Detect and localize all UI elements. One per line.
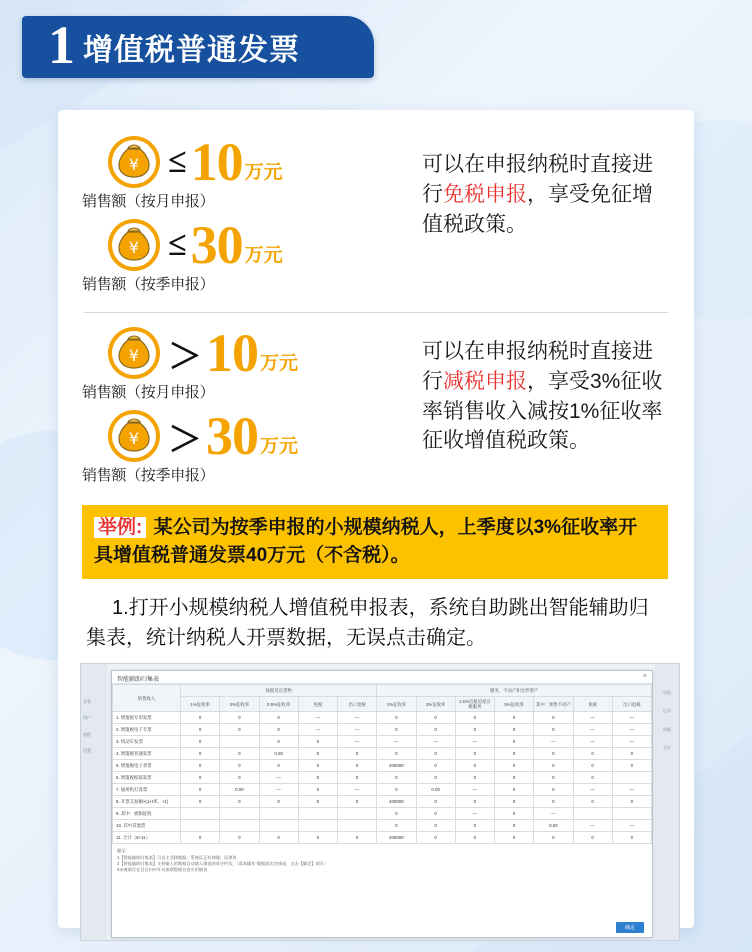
col-header: 3%征收率 (416, 697, 455, 712)
cell: — (573, 712, 612, 724)
table-row (113, 736, 652, 748)
cell: 0 (220, 796, 259, 808)
rule-text-highlight: 减税申报 (443, 369, 527, 393)
cell: 400000 (377, 760, 416, 772)
step-number: 1. (112, 597, 129, 620)
cell: 0 (416, 724, 455, 736)
cell (181, 808, 220, 820)
cell: 0.00 (259, 748, 298, 760)
cell: 0 (259, 832, 298, 844)
cell: 0 (181, 760, 220, 772)
cell (220, 820, 259, 832)
col-header: 0.5%征收率 (259, 697, 298, 712)
content-card (58, 110, 694, 932)
table-row (113, 772, 652, 784)
cell: 0 (338, 760, 377, 772)
cell (298, 808, 337, 820)
cell: 0 (220, 712, 259, 724)
cell: 0 (298, 784, 337, 796)
money-bag-icon (106, 217, 162, 273)
cell: 0 (377, 784, 416, 796)
row-label: 11. 合计（6+11） (113, 832, 181, 844)
cell: 0 (534, 712, 573, 724)
cell: 0 (416, 832, 455, 844)
cell: — (259, 784, 298, 796)
cell: 0 (377, 748, 416, 760)
cell: — (338, 724, 377, 736)
note-line: 2【智能辅助归集表】支持输入的数据自动填入填表的对应栏次，（需本操作·数据前次完成成，点击【确定】即可） (117, 860, 329, 866)
money-bag-icon (106, 408, 162, 464)
cell: 0 (495, 760, 534, 772)
collection-table (112, 684, 652, 844)
table-row (113, 724, 652, 736)
example-text: 某公司为按季申报的小规模纳税人，上季度以3%征收率开具增值税普通发票40万元（不含税）。 (94, 517, 638, 566)
section-number: 1 (48, 15, 75, 75)
confirm-button[interactable]: 确定 (616, 922, 644, 933)
table-row (113, 832, 652, 844)
cell: — (573, 736, 612, 748)
amount-caption: 销售额（按季申报） (82, 467, 215, 484)
cell: 0 (416, 772, 455, 784)
cell: — (455, 784, 494, 796)
money-bag-icon (106, 325, 162, 381)
cell: 0 (416, 820, 455, 832)
cell: 0 (455, 724, 494, 736)
amount-unit: 万元 (260, 353, 299, 374)
cell: — (338, 712, 377, 724)
amount-value: 30 (190, 215, 243, 275)
cell: — (298, 724, 337, 736)
cell: — (338, 736, 377, 748)
divider (84, 312, 668, 313)
rule-text-before: 可以在申报纳税时直接进行 (422, 153, 653, 206)
cell: 0 (534, 796, 573, 808)
cell: 0 (612, 760, 651, 772)
col-group-goods: 按税反应货物 (181, 685, 377, 697)
cell: 0 (455, 820, 494, 832)
cell (338, 808, 377, 820)
step-body: 打开小规模纳税人增值税申报表，系统自助跳出智能辅助归集表，统计纳税人开票数据，无误点击确定。 (86, 597, 649, 650)
cell: 0 (534, 724, 573, 736)
note-line: 提示： (117, 848, 130, 854)
cell: 0 (259, 796, 298, 808)
comparator: ≤ (168, 226, 187, 263)
table-header-row (113, 697, 652, 712)
cell: — (534, 736, 573, 748)
dialog-notes (112, 844, 652, 873)
cell: 0 (298, 832, 337, 844)
cell: 0 (181, 712, 220, 724)
cell: 0 (338, 748, 377, 760)
example-tag: 举例: (94, 517, 146, 538)
cell: 0 (495, 820, 534, 832)
row-label: 6. 增值税纸质发票 (113, 772, 181, 784)
cell: 0 (181, 784, 220, 796)
col-header: 出口退税 (338, 697, 377, 712)
cell: 0 (220, 748, 259, 760)
bg-left-label: 设置 (83, 748, 91, 754)
cell: — (612, 712, 651, 724)
row-label: 5. 增值税电子普票 (113, 760, 181, 772)
amount-unit: 万元 (244, 162, 283, 183)
svg-text:¥: ¥ (128, 429, 140, 448)
cell: 0 (377, 820, 416, 832)
cell: 0 (495, 724, 534, 736)
background-left-panel (81, 664, 107, 940)
cell: 0 (181, 796, 220, 808)
cell: 0 (455, 772, 494, 784)
cell: 0 (573, 832, 612, 844)
row-label: 1. 增值税专用发票 (113, 712, 181, 724)
rule-text-after: ，享受3%征收率销售收入减按1%征收率征收增值税政策。 (422, 369, 663, 453)
cell: 0 (338, 772, 377, 784)
cell: 0 (338, 796, 377, 808)
table-row (113, 712, 652, 724)
cell (220, 736, 259, 748)
rule-amounts-reduced (80, 319, 410, 491)
cell: 0 (259, 724, 298, 736)
amount-line (80, 325, 410, 381)
cell: — (573, 724, 612, 736)
comparator: ＞ (168, 421, 202, 459)
rule-block-exempt (80, 128, 672, 300)
cell: 0 (573, 748, 612, 760)
rule-amounts-exempt (80, 128, 410, 300)
cell: 400000 (377, 796, 416, 808)
cell: — (612, 724, 651, 736)
cell (612, 772, 651, 784)
rule-description-reduced (410, 319, 672, 456)
cell: — (573, 820, 612, 832)
col-header: 出口退税 (612, 697, 651, 712)
table-row (113, 748, 652, 760)
cell (259, 820, 298, 832)
rule-description-exempt (410, 128, 672, 239)
cell: 0 (377, 772, 416, 784)
cell: 0 (181, 748, 220, 760)
cell: 0 (534, 784, 573, 796)
screenshot-preview (80, 663, 680, 941)
amount-caption: 销售额（按月申报） (82, 384, 215, 401)
cell: 0 (455, 760, 494, 772)
cell: 0 (612, 832, 651, 844)
col-header: 免税 (298, 697, 337, 712)
cell (259, 808, 298, 820)
cell: 0 (495, 772, 534, 784)
cell: 0 (416, 712, 455, 724)
cell: 0 (181, 832, 220, 844)
cell: 0 (259, 712, 298, 724)
cell: 400000 (377, 832, 416, 844)
cell: — (455, 736, 494, 748)
money-bag-icon (106, 134, 162, 190)
amount-value: 10 (206, 323, 258, 383)
cell: 0 (455, 712, 494, 724)
amount-line (80, 217, 410, 273)
page-title: 增值税普通发票 (83, 34, 300, 67)
cell (181, 820, 220, 832)
cell: — (612, 736, 651, 748)
cell: 0 (377, 712, 416, 724)
cell: 0 (338, 832, 377, 844)
col-header: 其中：预售不动产 (534, 697, 573, 712)
table-group-header-row (113, 685, 652, 697)
cell: 0 (612, 748, 651, 760)
cell: — (259, 772, 298, 784)
cell: 0 (455, 832, 494, 844)
cell (612, 808, 651, 820)
cell: 0 (416, 796, 455, 808)
cell: 0 (495, 796, 534, 808)
cell: 0 (377, 724, 416, 736)
bg-right-label: 合计 (663, 745, 671, 751)
row-label: 7. 通用机打发票 (113, 784, 181, 796)
cell: 0.00 (534, 820, 573, 832)
cell: 0 (298, 796, 337, 808)
cell: 0 (534, 760, 573, 772)
cell (573, 808, 612, 820)
background-right-panel (655, 664, 679, 940)
table-row (113, 820, 652, 832)
cell: — (416, 736, 455, 748)
bg-right-label: 明细 (663, 726, 671, 732)
cell: 0 (573, 772, 612, 784)
bg-left-label: 流程 (83, 731, 91, 737)
bg-left-label: 业务 (83, 699, 91, 705)
cell (338, 820, 377, 832)
cell: 0 (181, 736, 220, 748)
cell: 0 (534, 832, 573, 844)
row-label: 2. 增值税电子专票 (113, 724, 181, 736)
col-header: 1%征收率 (377, 697, 416, 712)
cell: 0.00 (220, 784, 259, 796)
amount-line (80, 408, 410, 464)
close-icon[interactable]: × (642, 673, 647, 681)
note-line: 1【智能辅助归集表】可自主活移数据，系统反正有伸理，仅供用 (117, 854, 237, 860)
cell: — (612, 784, 651, 796)
amount-value: 10 (190, 132, 243, 192)
amount-caption: 销售额（按月申报） (82, 193, 215, 210)
comparator: ≤ (168, 143, 187, 180)
cell: 0 (259, 736, 298, 748)
cell: 0 (259, 760, 298, 772)
cell: — (612, 820, 651, 832)
table-row (113, 808, 652, 820)
table-row (113, 784, 652, 796)
dialog-titlebar (112, 671, 652, 684)
col-header: 免税 (573, 697, 612, 712)
cell: — (377, 736, 416, 748)
amount-unit: 万元 (244, 245, 283, 266)
cell: 0 (220, 832, 259, 844)
cell: 0 (612, 796, 651, 808)
cell: 0 (534, 772, 573, 784)
col-header: 5%征收率 (495, 697, 534, 712)
rule-text-highlight: 免税申报 (443, 182, 527, 206)
section-header (22, 16, 374, 78)
cell: 0.00 (416, 784, 455, 796)
table-body (113, 712, 652, 844)
row-label: 9. 其中：被限征收 (113, 808, 181, 820)
cell: — (338, 784, 377, 796)
cell: — (573, 784, 612, 796)
cell: 0 (220, 760, 259, 772)
cell: 0 (495, 784, 534, 796)
cell: 0 (495, 748, 534, 760)
cell: 0 (416, 748, 455, 760)
step-text (86, 593, 666, 653)
cell: 0 (181, 724, 220, 736)
rule-text-after: ，享受免征增值税政策。 (422, 182, 653, 236)
table-row (113, 760, 652, 772)
cell: 0 (573, 796, 612, 808)
cell: 0 (181, 772, 220, 784)
cell: — (455, 808, 494, 820)
cell: 0 (298, 760, 337, 772)
bg-left-label: 用户 (83, 715, 91, 721)
cell: 0 (573, 760, 612, 772)
cell: 0 (220, 772, 259, 784)
cell: 0 (298, 772, 337, 784)
example-banner (82, 505, 668, 579)
cell: 0 (220, 724, 259, 736)
smart-collection-dialog (111, 670, 653, 938)
amount-caption: 销售额（按季申报） (82, 276, 215, 293)
comparator: ＞ (168, 338, 202, 376)
bg-right-label: 记录 (663, 708, 671, 714)
amount-line (80, 134, 410, 190)
cell: 0 (495, 832, 534, 844)
note-line: 3未被填写在目目妇中开具加票数据自由应用填表 (117, 867, 208, 873)
col-header: 1.5%出租房屋应税服务 (455, 697, 494, 712)
rule-block-reduced (80, 319, 672, 491)
cell: 0 (534, 748, 573, 760)
cell (220, 808, 259, 820)
row-label: 4. 增值税普通发票 (113, 748, 181, 760)
row-label: 10. 其中其他票 (113, 820, 181, 832)
row-label: 3. 机动车发票 (113, 736, 181, 748)
cell (298, 820, 337, 832)
dialog-title: 智能辅助归集表 (117, 677, 160, 684)
col-header: 1%征收率 (181, 697, 220, 712)
table-row (113, 796, 652, 808)
rule-text-before: 可以在申报纳税时直接进行 (422, 340, 653, 393)
col-group-services: 服务、不动产和无形资产 (377, 685, 652, 697)
svg-text:¥: ¥ (128, 155, 140, 174)
cell: 0 (298, 736, 337, 748)
cell: 0 (298, 748, 337, 760)
cell: 0 (495, 712, 534, 724)
cell: 0 (455, 748, 494, 760)
cell: 0 (495, 808, 534, 820)
bg-right-label: 申报 (663, 690, 671, 696)
cell: 0 (495, 736, 534, 748)
row-label: 8. 开票交易额×(1+t率、+1) (113, 796, 181, 808)
col-header-income: 销售收入 (113, 685, 181, 712)
cell: — (534, 808, 573, 820)
svg-text:¥: ¥ (128, 238, 140, 257)
cell: 0 (416, 808, 455, 820)
cell: 0 (416, 760, 455, 772)
amount-unit: 万元 (260, 436, 299, 457)
svg-text:¥: ¥ (128, 346, 140, 365)
cell: 0 (377, 808, 416, 820)
cell: — (298, 712, 337, 724)
col-header: 3%征收率 (220, 697, 259, 712)
cell: 0 (455, 796, 494, 808)
amount-value: 30 (206, 406, 258, 466)
